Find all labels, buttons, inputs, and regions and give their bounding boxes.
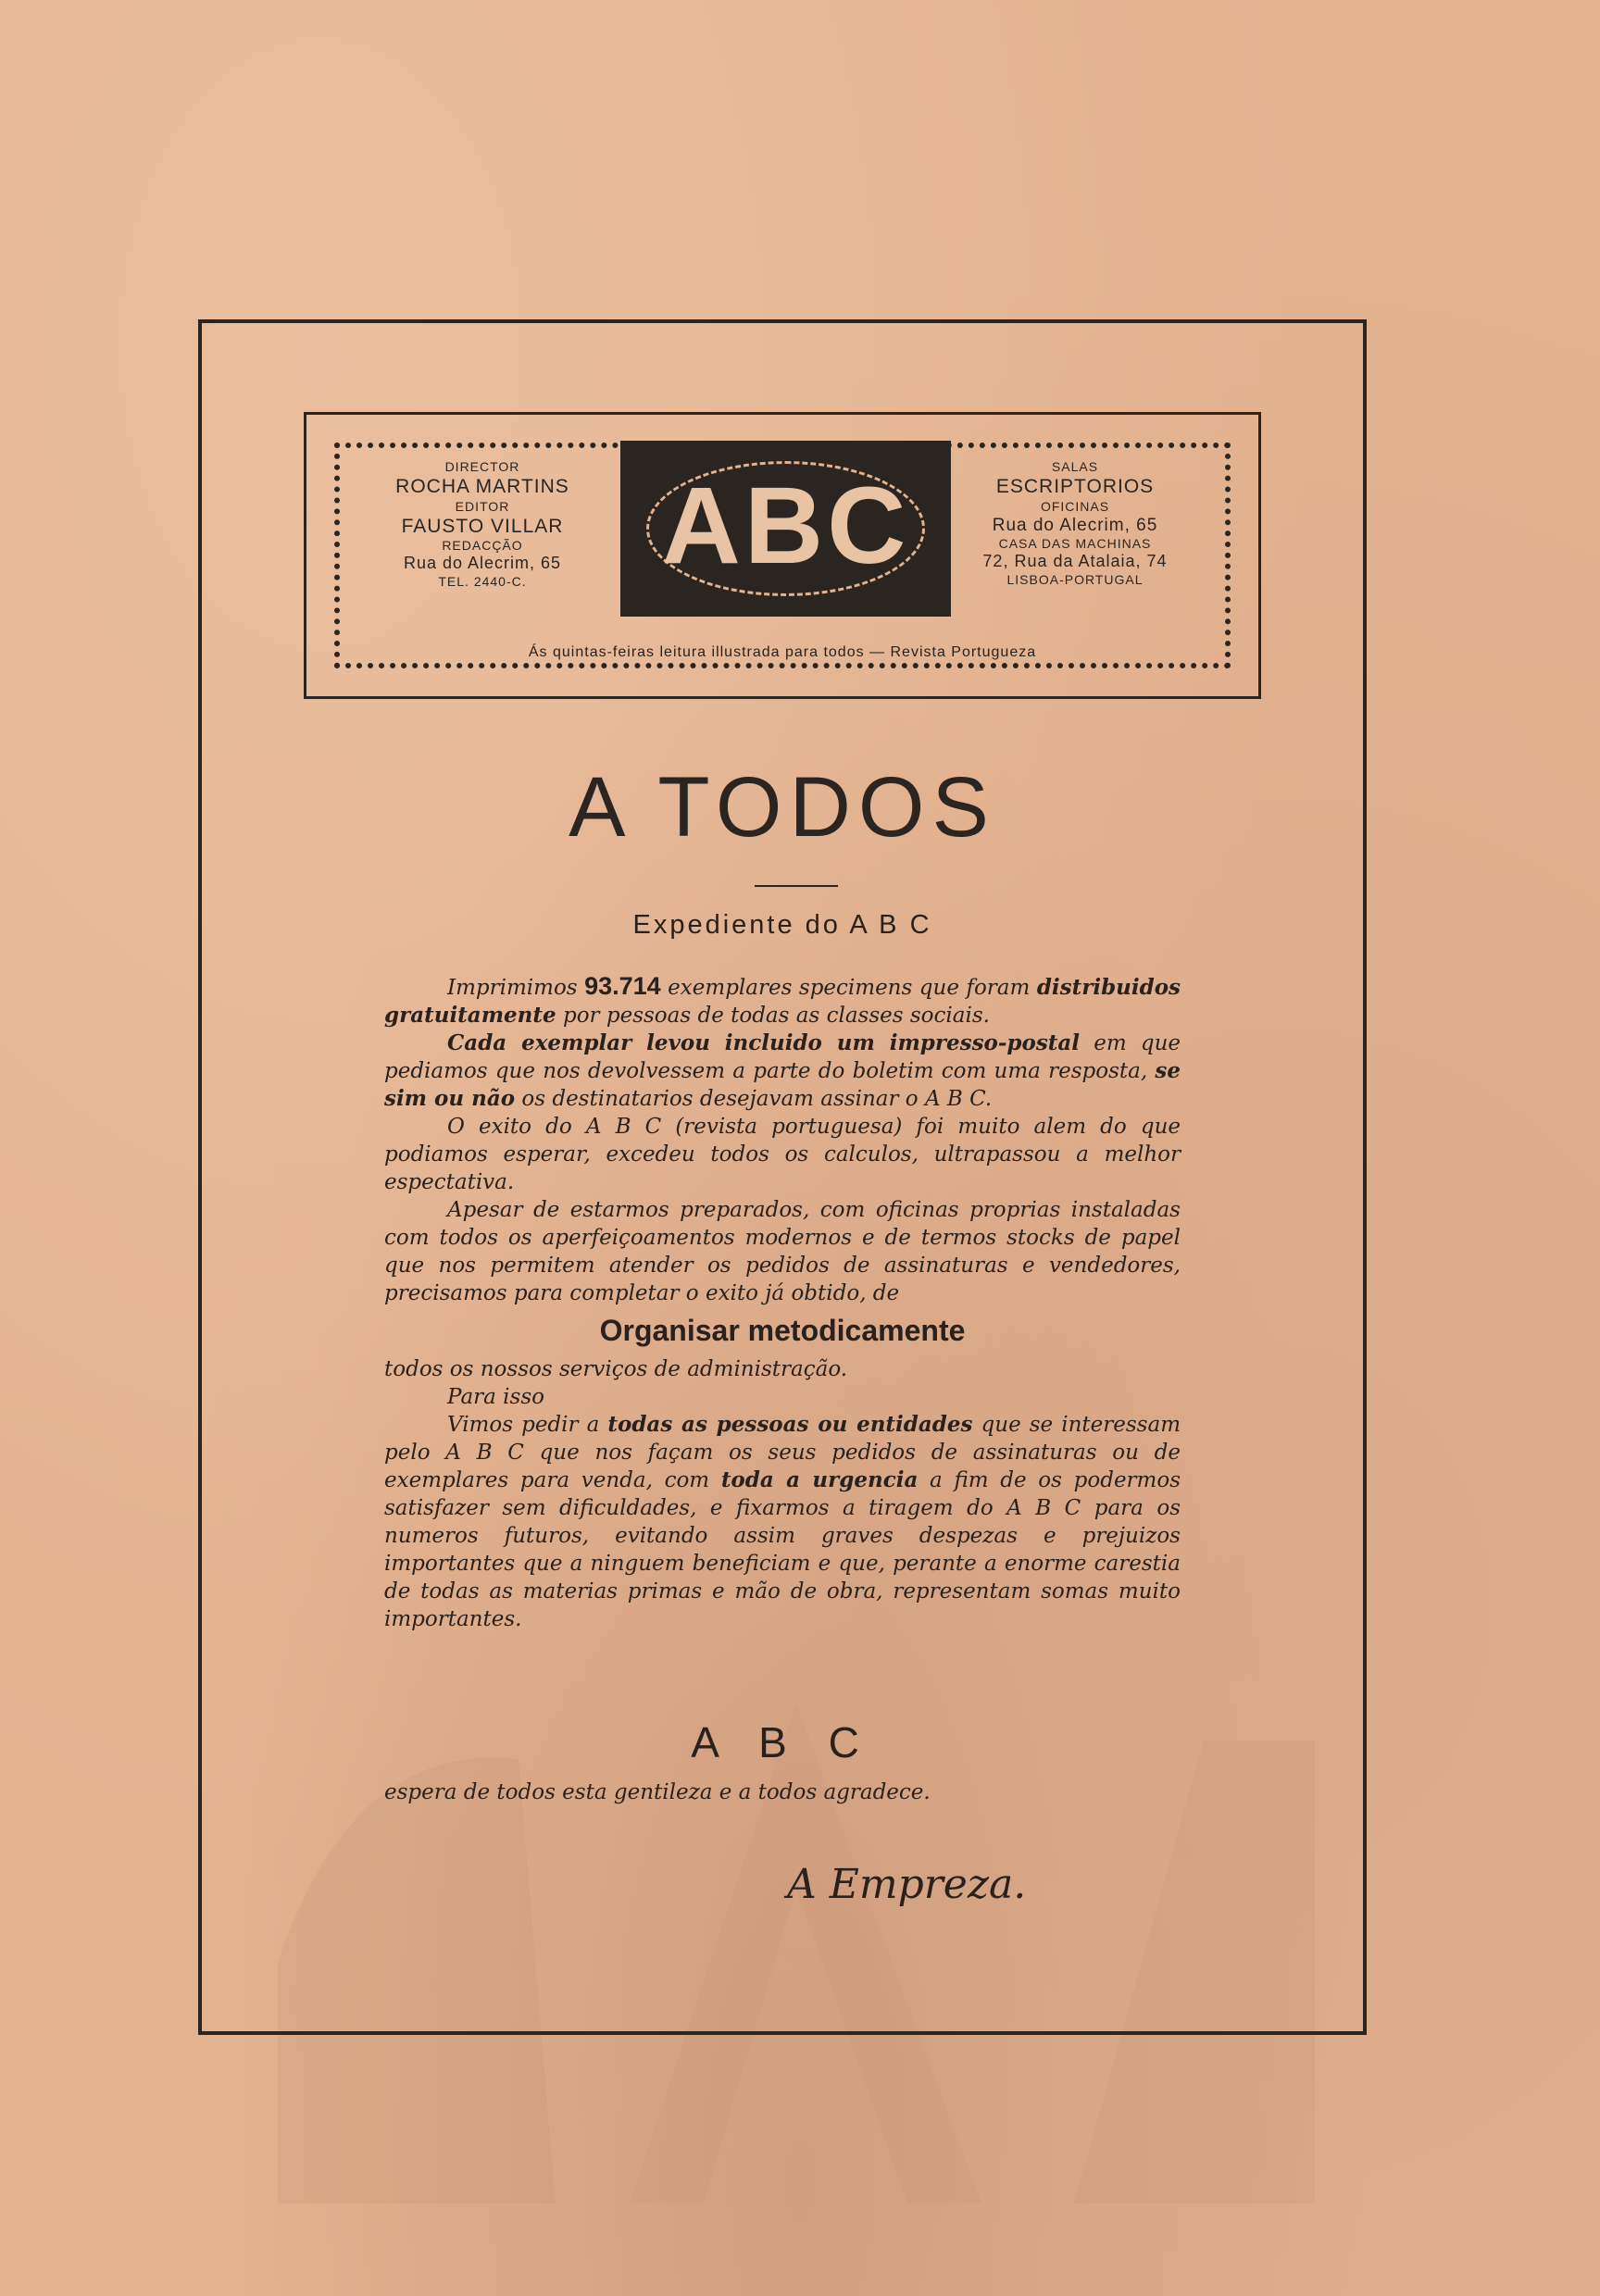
salas-label: SALAS bbox=[1051, 459, 1099, 474]
page-title: A TODOS bbox=[569, 760, 996, 855]
escriptorios-label: ESCRIPTORIOS bbox=[995, 476, 1155, 498]
machines-address: 72, Rua da Atalaia, 74 bbox=[982, 552, 1168, 571]
p1-text-c: por pessoas de todas as classes sociais. bbox=[556, 1004, 990, 1028]
director-label: DIRECTOR bbox=[444, 459, 520, 474]
title-rule bbox=[755, 885, 838, 887]
editor-label: EDITOR bbox=[455, 498, 510, 514]
paragraph-6: Para isso bbox=[447, 1385, 544, 1409]
logo-text: ABC bbox=[661, 465, 910, 587]
redaccao-address: Rua do Alecrim, 65 bbox=[403, 554, 562, 573]
city-label: LISBOA-PORTUGAL bbox=[1006, 571, 1144, 587]
director-name: ROCHA MARTINS bbox=[395, 476, 569, 498]
paragraph-5: todos os nossos serviços de administração. bbox=[384, 1357, 848, 1381]
oficinas-label: OFICINAS bbox=[1040, 498, 1110, 514]
p2-bold-2: se sim ou não bbox=[384, 1058, 1181, 1111]
p7-text-a: Vimos pedir a bbox=[447, 1413, 608, 1437]
p7-bold: todas as pessoas ou entidades bbox=[607, 1412, 973, 1437]
p2-bold: Cada exemplar levou incluido um impresso-postal bbox=[447, 1030, 1081, 1055]
p1-text-a: Imprimimos bbox=[447, 976, 585, 1000]
telephone: TEL. 2440-C. bbox=[438, 574, 527, 590]
notice-body bbox=[384, 972, 1181, 1633]
signoff-abc: A B C bbox=[691, 1718, 874, 1766]
paragraph-2 bbox=[384, 1029, 1181, 1113]
p1-text-b: exemplares specimens que foram bbox=[660, 976, 1037, 1000]
paragraph-3: O exito do A B C (revista portuguesa) foi muito alem do que podiamos esperar, excedeu todos os calculos, ultrapassou a melhor espectativa. bbox=[384, 1115, 1181, 1194]
p1-number: 93.714 bbox=[584, 972, 661, 1000]
abc-logo bbox=[620, 441, 951, 617]
p7-bold-2: toda a urgencia bbox=[720, 1467, 919, 1492]
signature: A Empreza. bbox=[787, 1861, 1027, 1908]
masthead-tagline: Ás quintas-feiras leitura illustrada para todos — Revista Portugueza bbox=[528, 644, 1037, 660]
casa-label: CASA DAS MACHINAS bbox=[998, 535, 1152, 551]
masthead-left-block bbox=[344, 459, 621, 590]
closing-line: espera de todos esta gentileza e a todos agradece. bbox=[384, 1780, 931, 1804]
masthead bbox=[304, 412, 1261, 699]
page-subtitle: Expediente do A B C bbox=[632, 910, 932, 940]
paragraph-7 bbox=[384, 1411, 1181, 1633]
p7-text-b: que se interessam pelo A B C que nos façam os seus pedidos de assinaturas ou de exemplares para venda, com bbox=[384, 1413, 1181, 1492]
p7-text-c: a fim de os podermos satisfazer sem dificuldades, e fixarmos a tiragem do A B C para os numeros futuros, evitando assim graves despezas e prejuizos importantes que a ninguem beneficiam e que, perante a enorme carestia de todas as materias primas e mão de obra, representam somas muito importantes. bbox=[384, 1468, 1181, 1631]
editor-name: FAUSTO VILLAR bbox=[401, 515, 564, 537]
redaccao-label: REDACÇÃO bbox=[442, 538, 523, 554]
p2-text-a: em que pediamos que nos devolvessem a parte do boletim com uma resposta, bbox=[384, 1031, 1181, 1083]
masthead-right-block bbox=[936, 459, 1214, 588]
p1-bold: distribuidos gratuitamente bbox=[384, 975, 1181, 1028]
p2-text-b: os destinatarios desejavam assinar o A B C. bbox=[515, 1087, 993, 1111]
paragraph-1 bbox=[384, 972, 1181, 1029]
paragraph-4: Apesar de estarmos preparados, com oficinas proprias instaladas com todos os aperfeiçoamentos modernos e de termos stocks de papel que nos permitem atender os pedidos de assinaturas e vendedores, precisamos para completar o exito já obtido, de bbox=[384, 1198, 1181, 1305]
section-heading: Organisar metodicamente bbox=[599, 1314, 966, 1347]
office-address: Rua do Alecrim, 65 bbox=[992, 515, 1158, 535]
